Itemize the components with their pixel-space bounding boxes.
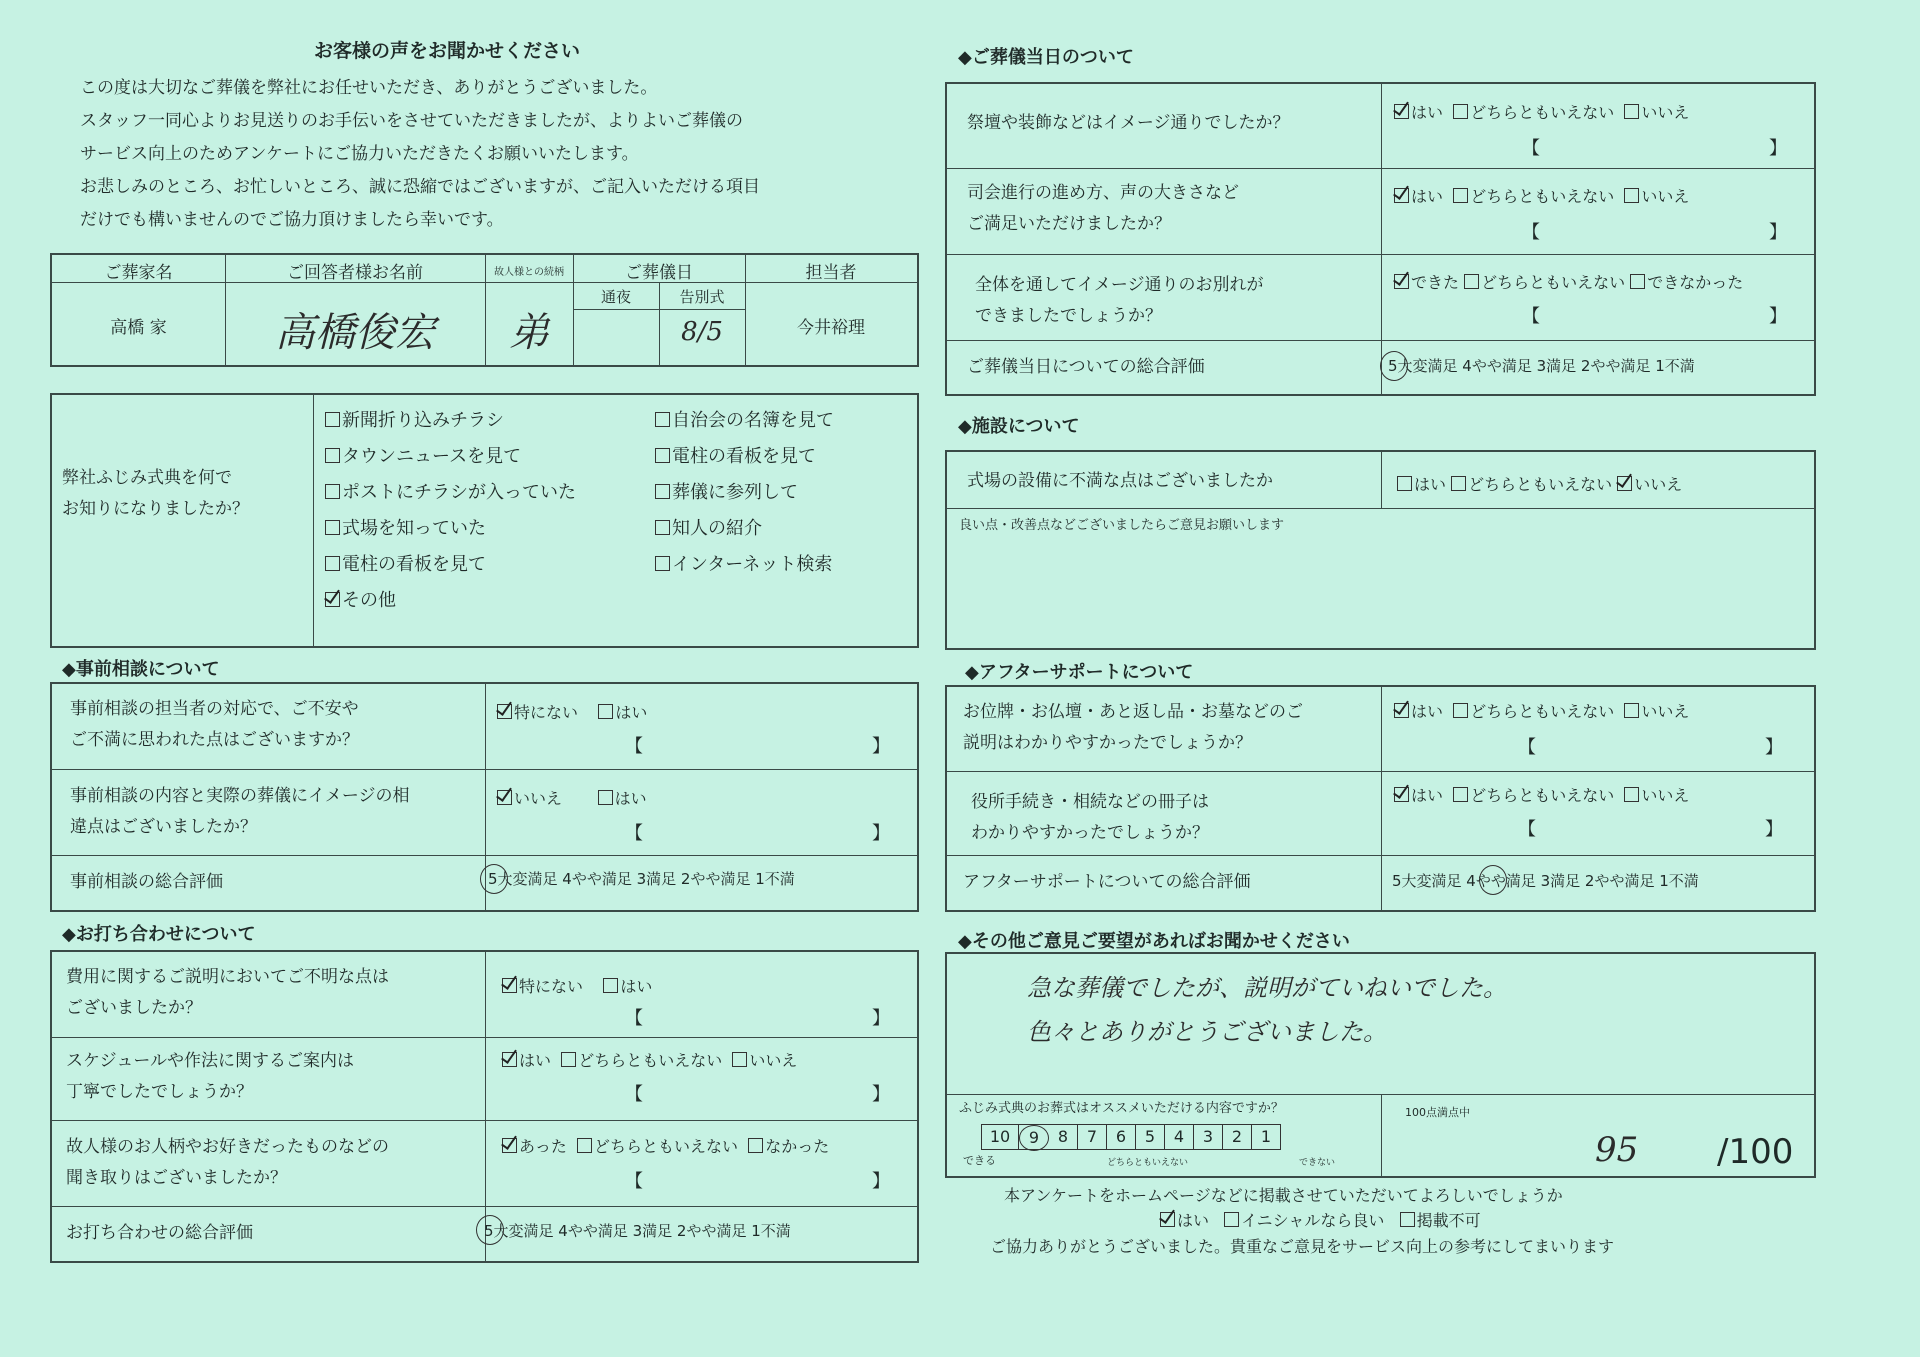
after-heading: ◆アフターサポートについて [965, 662, 1194, 683]
checkbox[interactable] [748, 1138, 763, 1153]
scale-option[interactable]: 2 [1223, 1125, 1252, 1149]
question-line: 全体を通してイメージ通りのお別れが [975, 275, 1264, 295]
intro-line: サービス向上のためアンケートにご協力いただきたくお願いいたします。 [80, 144, 639, 164]
header-date: ご葬儀日 [625, 263, 693, 283]
source-option[interactable] [655, 475, 834, 511]
question-line: スケジュールや作法に関するご案内は [66, 1051, 354, 1071]
option-label: どちらともいえない [1470, 786, 1615, 805]
checkbox[interactable] [598, 790, 613, 805]
survey-title: お客様の声をお聞かせください [314, 40, 581, 62]
source-option[interactable] [325, 439, 576, 475]
source-option[interactable] [325, 583, 576, 619]
option-label: 電柱の看板を見て [342, 554, 486, 575]
bracket-close: 】 [1765, 737, 1783, 758]
checkbox[interactable] [1400, 1212, 1415, 1227]
facility-comment-label: 良い点・改善点などございましたらご意見お願いします [959, 518, 1285, 533]
funeral-day-q3-options [1394, 270, 1743, 293]
other-heading: ◆その他ご意見ご要望があればお聞かせください [958, 931, 1350, 952]
source-option[interactable] [655, 547, 834, 583]
scale-option-selected[interactable]: 9 [1019, 1125, 1049, 1151]
scale-option[interactable]: 5 [1136, 1125, 1165, 1149]
checkbox-checked[interactable] [497, 704, 512, 719]
checkbox[interactable] [1453, 787, 1468, 802]
checkbox[interactable] [1624, 104, 1639, 119]
source-options-right [655, 403, 834, 583]
consult-heading: ◆事前相談について [62, 659, 220, 680]
after-box [945, 685, 1816, 912]
source-option[interactable] [325, 475, 576, 511]
option-label: どちらともいえない [1470, 187, 1615, 206]
bracket-open: 【 [625, 1084, 643, 1105]
funeral-day-box [945, 82, 1816, 396]
relation-value: 弟 [509, 310, 549, 356]
checkbox[interactable] [1451, 476, 1466, 491]
scale-option[interactable]: 8 [1049, 1125, 1078, 1149]
bracket-close: 】 [1765, 819, 1783, 840]
option-label: はい [615, 703, 648, 722]
consult-rating[interactable]: 5大変満足 4やや満足 3満足 2やや満足 1不満 [488, 870, 795, 888]
meeting-q2 [66, 1046, 354, 1108]
option-label: どちらともいえない [1470, 103, 1615, 122]
funeral-day-q1: 祭壇や装飾などはイメージ通りでしたか？ [967, 113, 1290, 133]
checkbox[interactable] [655, 520, 670, 535]
comment-line: 色々とありがとうございました。 [1027, 1018, 1387, 1046]
meeting-box [50, 950, 919, 1263]
question-line: ございましたか？ [66, 998, 202, 1018]
option-label: インターネット検索 [672, 554, 833, 575]
checkbox[interactable] [1224, 1212, 1239, 1227]
option-label: はい [1177, 1211, 1210, 1230]
question-line: 役所手続き・相続などの冊子は [971, 792, 1209, 812]
question-line: わかりやすかったでしょうか？ [971, 823, 1209, 843]
question-line: お位牌・お仏壇・あと返し品・お墓などのご [963, 702, 1303, 722]
funeral-day-q1-options [1394, 100, 1689, 123]
option-label: できた [1411, 273, 1460, 292]
option-label: 葬儀に参列して [672, 482, 798, 503]
bracket-close: 】 [1769, 138, 1787, 159]
option-label: なかった [765, 1137, 830, 1156]
checkbox[interactable] [603, 978, 618, 993]
recommend-question: ふじみ式典のお葬式はオススメいただける内容ですか？ [959, 1101, 1284, 1116]
checkbox[interactable] [1453, 188, 1468, 203]
checkbox[interactable] [325, 412, 340, 427]
after-q1-options [1394, 699, 1689, 722]
consult-q1-options [497, 700, 647, 723]
meeting-q2-options [502, 1048, 797, 1071]
option-label: 自治会の名簿を見て [672, 410, 834, 431]
checkbox[interactable] [577, 1138, 592, 1153]
bracket-open: 【 [1518, 737, 1536, 758]
bracket-close: 】 [872, 823, 890, 844]
facility-box [945, 450, 1816, 650]
source-options-left [325, 403, 576, 619]
checkbox[interactable] [1624, 703, 1639, 718]
staff-value: 今井裕理 [797, 318, 865, 338]
checkbox-checked[interactable] [1394, 188, 1409, 203]
thanks-text: ご協力ありがとうございました。貴重なご意見をサービス向上の参考にしてまいります [990, 1237, 1615, 1256]
consult-q1 [70, 694, 359, 756]
facility-comment-area[interactable] [957, 534, 1802, 639]
bracket-close: 】 [872, 1171, 890, 1192]
header-wake: 通夜 [600, 288, 631, 306]
option-label: いいえ [1641, 103, 1690, 122]
after-q2-options [1394, 783, 1689, 806]
question-line: 事前相談の担当者の対応で、ご不安や [70, 699, 359, 719]
question-line: 弊社ふじみ式典を何で [62, 468, 232, 488]
checkbox[interactable] [655, 412, 670, 427]
meeting-q3-options [502, 1134, 829, 1157]
option-label: いいえ [749, 1051, 798, 1070]
checkbox[interactable] [1630, 274, 1645, 289]
consult-q2-options [497, 786, 647, 809]
funeral-day-heading: ◆ご葬儀当日のついて [958, 47, 1134, 68]
checkbox-checked[interactable] [502, 978, 517, 993]
checkbox-checked[interactable] [1394, 703, 1409, 718]
option-label: いいえ [1641, 187, 1690, 206]
scale-option[interactable]: 4 [1165, 1125, 1194, 1149]
consult-box [50, 682, 919, 912]
checkbox[interactable] [561, 1052, 576, 1067]
checkbox[interactable] [325, 448, 340, 463]
option-label: 知人の紹介 [672, 518, 762, 539]
after-rating[interactable]: 5大変満足 4やや満足 3満足 2やや満足 1不満 [1392, 872, 1699, 890]
publish-options [1160, 1208, 1481, 1231]
recommend-scale [981, 1124, 1281, 1150]
scale-option[interactable]: 1 [1260, 1127, 1272, 1146]
checkbox-checked[interactable] [497, 790, 512, 805]
question-line: お知りになりましたか？ [62, 499, 249, 519]
checkbox[interactable] [732, 1052, 747, 1067]
info-table [50, 253, 919, 367]
option-label: 特にない [514, 703, 579, 722]
question-line: 故人様のお人柄やお好きだったものなどの [66, 1137, 389, 1157]
meeting-rating[interactable]: 5大変満足 4やや満足 3満足 2やや満足 1不満 [484, 1222, 791, 1240]
option-label: どちらともいえない [1470, 702, 1615, 721]
checkbox[interactable] [1397, 476, 1412, 491]
checkbox[interactable] [1453, 104, 1468, 119]
consult-q3: 事前相談の総合評価 [70, 872, 223, 892]
bracket-open: 【 [625, 1008, 643, 1029]
checkbox-checked[interactable] [1394, 104, 1409, 119]
bracket-open: 【 [1522, 306, 1540, 327]
checkbox-checked[interactable] [1394, 787, 1409, 802]
option-label: はい [620, 977, 653, 996]
option-label: はい [614, 789, 647, 808]
option-label: イニシャルなら良い [1241, 1211, 1385, 1230]
family-name-value: 高橋 家 [110, 318, 167, 338]
score-max: /100 [1717, 1132, 1794, 1172]
question-line: 聞き取りはございましたか？ [66, 1168, 287, 1188]
scale-option[interactable]: 6 [1107, 1125, 1136, 1149]
bracket-close: 】 [872, 1084, 890, 1105]
option-label: いいえ [514, 789, 563, 808]
score-label: 100点満点中 [1405, 1106, 1470, 1119]
checkbox[interactable] [598, 704, 613, 719]
other-comment[interactable] [1027, 966, 1507, 1054]
option-label: 電柱の看板を見て [672, 446, 816, 467]
checkbox[interactable] [1464, 274, 1479, 289]
facility-q1-options [1397, 472, 1682, 495]
respondent-name-value: 高橋俊宏 [275, 310, 435, 356]
bracket-open: 【 [625, 736, 643, 757]
option-label: 式場を知っていた [342, 518, 486, 539]
meeting-heading: ◆お打ち合わせについて [62, 924, 256, 945]
option-label: どちらともいえない [1468, 475, 1613, 494]
funeral-day-q2-options [1394, 184, 1689, 207]
header-respondent: ご回答者様お名前 [287, 263, 423, 283]
after-q1 [963, 697, 1303, 759]
checkbox[interactable] [655, 448, 670, 463]
header-funeral: 告別式 [679, 288, 725, 306]
option-label: はい [1411, 187, 1444, 206]
source-question-box [50, 393, 919, 648]
scale-label-right: できない [1299, 1158, 1336, 1168]
option-label: どちらともいえない [1481, 273, 1626, 292]
option-label: 特にない [519, 977, 584, 996]
option-label: はい [1414, 475, 1447, 494]
header-family: ご葬家名 [104, 263, 173, 283]
option-label: その他 [342, 590, 396, 611]
checkbox-checked[interactable] [502, 1052, 517, 1067]
comment-line: 急な葬儀でしたが、説明がていねいでした。 [1027, 974, 1507, 1002]
checkbox[interactable] [655, 484, 670, 499]
bracket-close: 】 [1769, 222, 1787, 243]
option-label: タウンニュースを見て [342, 446, 522, 467]
option-label: どちらともいえない [578, 1051, 723, 1070]
intro-line: この度は大切なご葬儀を弊社にお任せいただき、ありがとうございました。 [80, 78, 658, 98]
option-label: いいえ [1634, 475, 1683, 494]
funeral-date-value: 8/5 [681, 317, 723, 347]
checkbox[interactable] [1624, 787, 1639, 802]
question-line: できましたでしょうか？ [975, 306, 1162, 326]
intro-line: だけでも構いませんのでご協力頂けましたら幸いです。 [80, 210, 504, 230]
source-option[interactable] [655, 403, 834, 439]
question-line: 費用に関するご説明においてご不明な点は [66, 967, 389, 987]
scale-option[interactable]: 7 [1078, 1125, 1107, 1149]
checkbox-checked[interactable] [1617, 476, 1632, 491]
bracket-open: 【 [625, 823, 643, 844]
scale-label-mid: どちらともいえない [1107, 1158, 1189, 1168]
intro-line: スタッフ一同心よりお見送りのお手伝いをさせていただきましたが、よりよいご葬儀の [80, 111, 743, 131]
option-label: あった [519, 1137, 567, 1156]
question-line: 司会進行の進め方、声の大きさなど [967, 183, 1239, 203]
meeting-q1-options [502, 974, 652, 997]
bracket-open: 【 [1518, 819, 1536, 840]
question-line: ご満足いただけましたか？ [967, 214, 1171, 234]
source-option[interactable] [325, 403, 576, 439]
question-line: 事前相談の内容と実際の葬儀にイメージの相 [70, 786, 410, 806]
checkbox[interactable] [325, 556, 340, 571]
meeting-q3 [66, 1132, 389, 1194]
source-option[interactable] [655, 511, 834, 547]
checkbox[interactable] [1453, 703, 1468, 718]
question-line: 違点はございましたか？ [70, 817, 257, 837]
source-question [62, 463, 249, 525]
option-label: はい [1411, 103, 1444, 122]
header-relation: 故人様との続柄 [494, 267, 564, 278]
bracket-open: 【 [625, 1171, 643, 1192]
source-option[interactable] [655, 439, 834, 475]
bracket-open: 【 [1522, 138, 1540, 159]
checkbox-checked[interactable] [1160, 1212, 1175, 1227]
checkbox[interactable] [1624, 188, 1639, 203]
bracket-open: 【 [1522, 222, 1540, 243]
funeral-day-q4: ご葬儀当日についての総合評価 [967, 357, 1205, 377]
scale-option[interactable]: 3 [1194, 1125, 1223, 1149]
bracket-close: 】 [872, 736, 890, 757]
option-label: はい [1411, 786, 1444, 805]
option-label: はい [1411, 702, 1444, 721]
option-label: 掲載不可 [1416, 1211, 1481, 1230]
option-label: いいえ [1641, 702, 1690, 721]
checkbox[interactable] [325, 484, 340, 499]
option-label: ポストにチラシが入っていた [342, 482, 576, 503]
intro-text [80, 72, 760, 237]
scale-option[interactable]: 10 [982, 1125, 1019, 1149]
checkbox[interactable] [655, 556, 670, 571]
consult-q2 [70, 781, 410, 843]
meeting-q4: お打ち合わせの総合評価 [66, 1223, 253, 1243]
question-line: 説明はわかりやすかったでしょうか？ [963, 733, 1252, 753]
option-label: 新聞折り込みチラシ [342, 410, 504, 431]
facility-heading: ◆施設について [958, 416, 1080, 437]
facility-q1: 式場の設備に不満な点はございましたか [967, 471, 1273, 491]
checkbox[interactable] [325, 520, 340, 535]
funeral-day-q2 [967, 178, 1239, 240]
funeral-day-q3 [975, 270, 1264, 332]
option-label: いいえ [1641, 786, 1690, 805]
option-label: はい [519, 1051, 552, 1070]
option-label: どちらともいえない [594, 1137, 739, 1156]
checkbox-checked[interactable] [325, 592, 340, 607]
checkbox-checked[interactable] [1394, 274, 1409, 289]
score-value[interactable]: 95 [1595, 1130, 1639, 1170]
intro-line: お悲しみのところ、お忙しいところ、誠に恐縮ではございますが、ご記入いただける項目 [80, 177, 760, 197]
after-q2 [971, 787, 1209, 849]
source-option[interactable] [325, 511, 576, 547]
publish-question: 本アンケートをホームページなどに掲載させていただいてよろしいでしょうか [1004, 1186, 1563, 1205]
meeting-q1 [66, 962, 389, 1024]
checkbox-checked[interactable] [502, 1138, 517, 1153]
other-box [945, 952, 1816, 1178]
header-staff: 担当者 [805, 263, 857, 283]
option-label: できなかった [1647, 273, 1744, 292]
bracket-close: 】 [872, 1008, 890, 1029]
question-line: 丁寧でしたでしょうか？ [66, 1082, 253, 1102]
scale-label-left: できる [963, 1154, 996, 1167]
after-q3: アフターサポートについての総合評価 [963, 872, 1251, 892]
question-line: ご不満に思われた点はございますか？ [70, 730, 359, 750]
bracket-close: 】 [1769, 306, 1787, 327]
source-option[interactable] [325, 547, 576, 583]
funeral-day-rating[interactable]: 5大変満足 4やや満足 3満足 2やや満足 1不満 [1388, 357, 1695, 375]
